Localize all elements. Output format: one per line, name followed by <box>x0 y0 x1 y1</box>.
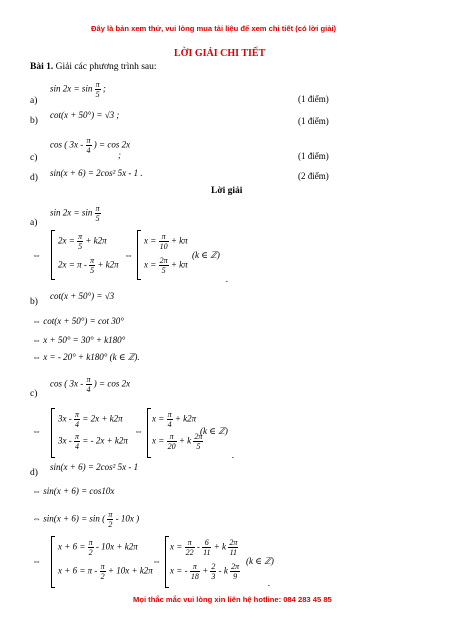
solution-d-step1: ⇔ sin(x + 6) = cos10x <box>32 486 115 496</box>
solution-d-result1: x = $\frac{\pi}{22}$ - $\frac{6}{11}$ + k $\frac{2\pi}{11}$ <box>170 538 238 557</box>
implies-symbol: ⇔ <box>152 556 161 566</box>
solution-c-result1: x = $\frac{\pi}{4}$ + k2π <box>152 410 197 429</box>
solution-d-result2: x = - $\frac{\pi}{18}$ + $\frac{2}{3}$ - k $\frac{2\pi}{9}$ <box>170 562 240 581</box>
problem-d-letter: d) <box>30 173 38 183</box>
problem-b-equation: cot(x + 50°) = √3 ; <box>50 110 120 120</box>
solution-d-equation: sin(x + 6) = 2cos² 5x - 1 <box>50 462 139 472</box>
solution-a-letter: a) <box>30 218 38 228</box>
system-brace <box>51 536 55 588</box>
problem-c-semicolon: ; <box>118 150 121 160</box>
set-label: (k ∈ ℤ) <box>200 426 228 436</box>
problem-label: Bài 1. <box>30 62 54 72</box>
implies-symbol: ⇔ <box>32 556 41 566</box>
period: . <box>268 578 271 588</box>
solution-b-letter: b) <box>30 297 38 307</box>
problem-heading <box>30 62 157 72</box>
page-title: LỜI GIẢI CHI TIẾT <box>174 48 266 59</box>
problem-c-equation: cos ( 3x - $\frac{\pi}{4}$ ) = cos 2x <box>50 136 131 155</box>
solution-c-equation: cos ( 3x - $\frac{\pi}{4}$ ) = cos 2x <box>50 375 131 394</box>
period: . <box>232 450 235 460</box>
top-banner: Đây là bản xem thử, vui lòng mua tài liệu để xem chi tiết (có lời giải) <box>91 24 337 33</box>
problem-text: Giải các phương trình sau: <box>55 62 157 72</box>
solution-c-result2: x = $\frac{\pi}{20}$ + k $\frac{2\pi}{5}$ <box>152 432 203 451</box>
solution-d-letter: d) <box>30 468 38 478</box>
implies-symbol: ⇔ <box>124 250 133 260</box>
solution-b-equation: cot(x + 50°) = √3 <box>50 291 115 301</box>
set-label: (k ∈ ℤ) <box>192 250 220 260</box>
solution-a-result1: x = $\frac{\pi}{10}$ + kπ <box>144 232 188 251</box>
problem-c-points: (1 điểm) <box>298 151 329 161</box>
solution-b-step3: ⇔ x = - 20° + k180° (k ∈ ℤ). <box>32 352 140 362</box>
problem-d-points: (2 điểm) <box>298 171 329 181</box>
solution-b-step2: ⇔ x + 50° = 30° + k180° <box>32 335 126 345</box>
solution-c-line2: 3x - $\frac{\pi}{4}$ = - 2x + k2π <box>58 432 128 451</box>
implies-symbol: ⇔ <box>32 426 41 436</box>
system-brace <box>51 230 55 280</box>
system-brace <box>147 408 151 458</box>
solution-a-equation: sin 2x = sin $\frac{\pi}{5}$ <box>50 204 100 223</box>
problem-b-points: (1 điểm) <box>298 116 329 126</box>
period: . <box>226 274 229 284</box>
solution-d-line2: x + 6 = π - $\frac{\pi}{2}$ + 10x + k2π <box>58 562 153 581</box>
problem-c-letter: c) <box>30 153 38 163</box>
system-brace <box>137 230 141 280</box>
implies-symbol: ⇔ <box>32 250 41 260</box>
solution-b-step1: ⇔ cot(x + 50°) = cot 30° <box>32 316 124 326</box>
system-brace <box>165 536 169 588</box>
solution-a-line1: 2x = $\frac{\pi}{5}$ + k2π <box>58 232 107 251</box>
solution-c-line1: 3x - $\frac{\pi}{4}$ = 2x + k2π <box>58 410 123 429</box>
solution-a-result2: x = $\frac{2\pi}{5}$ + kπ <box>144 256 188 275</box>
problem-a-points: (1 điểm) <box>298 94 329 104</box>
problem-a-letter: a) <box>30 96 38 106</box>
bottom-banner: Mọi thắc mắc vui lòng xin liên hệ hotline: 084 283 45 85 <box>133 595 332 604</box>
solution-title: Lời giải <box>211 186 243 196</box>
solution-a-line2: 2x = π - $\frac{\pi}{5}$ + k2π <box>58 256 119 275</box>
problem-b-letter: b) <box>30 116 38 126</box>
system-brace <box>51 408 55 458</box>
set-label: (k ∈ ℤ) <box>246 556 274 566</box>
problem-d-equation: sin(x + 6) = 2cos² 5x - 1 . <box>50 168 143 178</box>
problem-a-equation: sin 2x = sin $\frac{\pi}{5}$ ; <box>50 80 106 99</box>
solution-d-step2: ⇔ sin(x + 6) = sin ( $\frac{\pi}{2}$ - 10x ) <box>32 510 140 529</box>
solution-d-line1: x + 6 = $\frac{\pi}{2}$ - 10x + k2π <box>58 538 138 557</box>
solution-c-letter: c) <box>30 389 38 399</box>
implies-symbol: ⇔ <box>134 426 143 436</box>
